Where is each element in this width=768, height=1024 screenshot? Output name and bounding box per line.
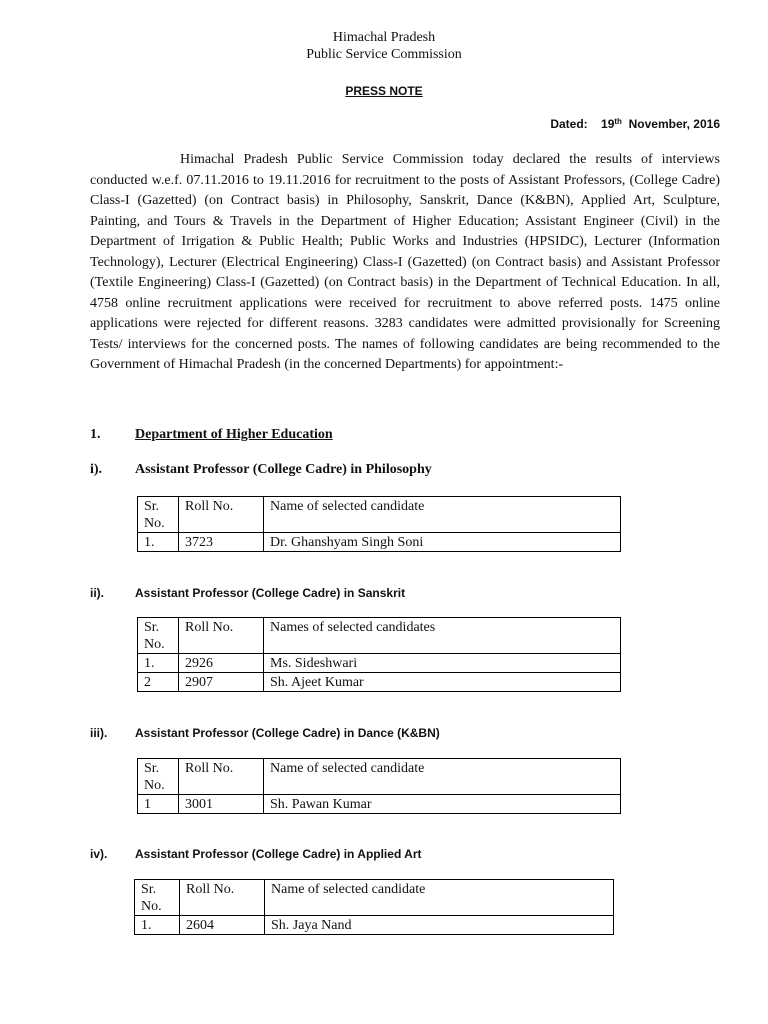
subsection-title: Assistant Professor (College Cadre) in Philosophy (135, 462, 432, 477)
table-header-row (135, 880, 614, 916)
subsection-number: ii). (90, 586, 104, 600)
cell-sr-no: 1. (138, 654, 179, 673)
header-sr-no: Sr. No. (135, 880, 180, 916)
candidate-table (137, 496, 621, 552)
cell-roll-no: 2907 (179, 673, 264, 692)
header-roll-no: Roll No. (179, 618, 264, 654)
cell-roll-no: 2926 (179, 654, 264, 673)
subsection-title: Assistant Professor (College Cadre) in Sanskrit (135, 586, 406, 600)
dated-suffix: th (614, 117, 622, 126)
cell-sr-no: 1. (135, 916, 180, 935)
header-name: Names of selected candidates (264, 618, 621, 654)
subsection-number: iv). (90, 847, 108, 861)
table-row (138, 533, 621, 552)
cell-sr-no: 1 (138, 795, 179, 814)
cell-sr-no: 2 (138, 673, 179, 692)
candidate-table (134, 879, 614, 935)
subsection-title: Assistant Professor (College Cadre) in Dance (K&BN) (135, 726, 440, 740)
table-header-row (138, 759, 621, 795)
org-name-line2: Public Service Commission (306, 47, 462, 62)
cell-roll-no: 3723 (179, 533, 264, 552)
cell-roll-no: 2604 (180, 916, 265, 935)
table-row (135, 916, 614, 935)
subsection-number: i). (90, 462, 103, 477)
cell-sr-no: 1. (138, 533, 179, 552)
cell-name: Sh. Ajeet Kumar (264, 673, 621, 692)
table-header-row (138, 497, 621, 533)
org-name-line1: Himachal Pradesh (332, 30, 436, 45)
cell-name: Sh. Jaya Nand (265, 916, 614, 935)
dated-day: 19 (601, 117, 615, 131)
table-header-row (138, 618, 621, 654)
header-sr-no: Sr. No. (138, 497, 179, 533)
candidate-table (137, 758, 621, 814)
dated-line (550, 117, 720, 131)
cell-name: Dr. Ghanshyam Singh Soni (264, 533, 621, 552)
table-row (138, 654, 621, 673)
header-sr-no: Sr. No. (138, 759, 179, 795)
header-roll-no: Roll No. (179, 759, 264, 795)
subsection-title: Assistant Professor (College Cadre) in Applied Art (135, 847, 422, 861)
cell-name: Sh. Pawan Kumar (264, 795, 621, 814)
cell-roll-no: 3001 (179, 795, 264, 814)
intro-paragraph: Himachal Pradesh Public Service Commission today declared the results of interviews conducted w.e.f. 07.11.2016 to 19.11.2016 for recruitment to the posts of Assistant Professors, (College Cadre) Class-I (Gazetted) (on Contract basis) in Philosophy, Sanskrit, Dance (K&BN), Applied Art, Sculpture, Painting, and Tours & Travels in the Department of Higher Education; Assistant Engineer (Civil) in the Department of Irrigation & Public Health; Public Works and Industries (HPSIDC), Lecturer (Information Technology), Lecturer (Electrical Engineering) Class-I (Gazetted) (on Contract basis) and Assistant Professor (Textile Engineering) Class-I (Gazetted) (on Contract basis) in the Department of Technical Education. In all, 4758 online recruitment applications were received for recruitment to above referred posts. 1475 online applications were rejected for different reasons. 3283 candidates were admitted provisionally for Screening Tests/ interviews for the concerned posts. The names of following candidates are being recommended to the Government of Himachal Pradesh (in the concerned Departments) for appointment:- (90, 152, 720, 372)
header-name: Name of selected candidate (264, 497, 621, 533)
header-name: Name of selected candidate (265, 880, 614, 916)
dated-month-year: November, 2016 (628, 117, 720, 131)
candidate-table (137, 617, 621, 692)
table-row (138, 795, 621, 814)
subsection-number: iii). (90, 726, 108, 740)
header-roll-no: Roll No. (180, 880, 265, 916)
header-name: Name of selected candidate (264, 759, 621, 795)
press-note-title: PRESS NOTE (345, 84, 423, 98)
section-number: 1. (90, 427, 101, 442)
header-sr-no: Sr. No. (138, 618, 179, 654)
cell-name: Ms. Sideshwari (264, 654, 621, 673)
dated-label: Dated: (550, 117, 588, 131)
header-roll-no: Roll No. (179, 497, 264, 533)
table-row (138, 673, 621, 692)
section-title: Department of Higher Education (135, 427, 333, 442)
